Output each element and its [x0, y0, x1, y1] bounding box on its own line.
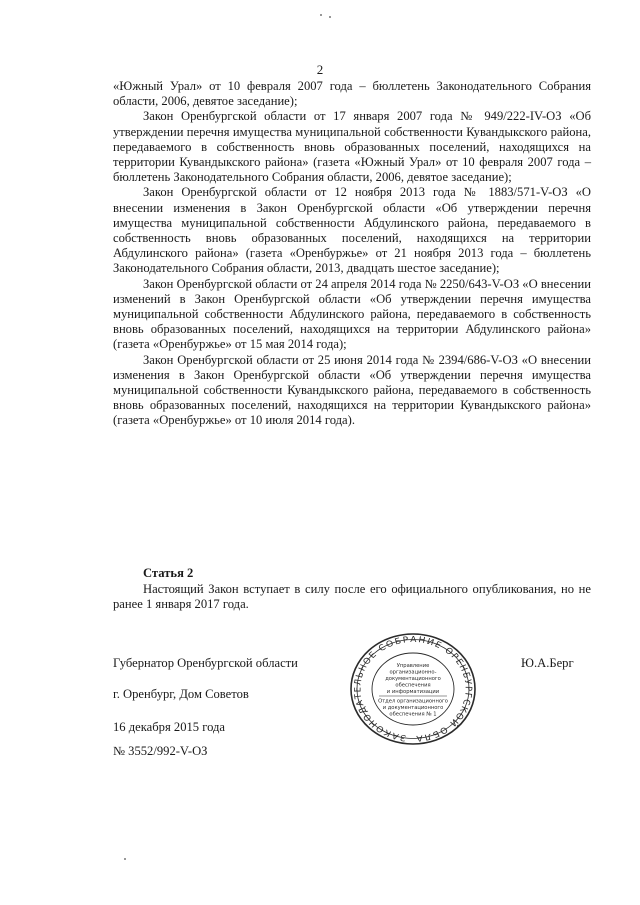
signatory-name: Ю.А.Берг: [521, 656, 574, 670]
article-heading: Статья 2: [143, 566, 194, 580]
seal-inner-line: и документационного: [382, 705, 444, 711]
article-text: Настоящий Закон вступает в силу после его официального опубликования, но не ранее 1 января 2017 года.: [113, 582, 591, 612]
seal-ring-text: ЗАКОНОДАТЕЛЬНОЕ СОБРАНИЕ ОРЕНБУРГСКОЙ ОБЛА: [352, 635, 474, 743]
law-paragraph: Закон Оренбургской области от 17 января 2007 года № 949/222-IV-ОЗ «Об утверждении перечня имущества муниципальной собственности Кувандыкского района, передаваемого в собственность вновь образованных поселений, находящихся на территории Кувандыкского района» (газета «Южный Урал» от 10 февраля 2007 года – бюллетень Законодательного Собрания области, 2006, девятое заседание);: [113, 109, 591, 185]
law-paragraph: Закон Оренбургской области от 24 апреля 2014 года № 2250/643-V-ОЗ «О внесении изменений в Закон Оренбургской области «Об утверждении перечня имущества муниципальной собственности Абдулинского района, передаваемого в собственность вновь образованных поселений, находящихся на территории Абдулинского района» (газета «Оренбуржье» от 15 мая 2014 года);: [113, 276, 591, 352]
law-paragraph: Закон Оренбургской области от 12 ноября 2013 года № 1883/571-V-ОЗ «О внесении изменения в Закон Оренбургской области «Об утверждении перечня имущества муниципальной собственности Абдулинского района, передаваемого в собственность вновь образованных поселений, находящихся на территории Абдулинского района» (газета «Оренбуржье» от 21 ноября 2013 года – бюллетень Законодательного Собрания области, 2013, двадцать шестое заседание);: [113, 185, 591, 276]
seal-inner-line: Отдел организационного: [378, 698, 448, 705]
scan-speck: [329, 16, 331, 18]
page-number: 2: [316, 62, 324, 77]
official-seal-stamp: [345, 630, 481, 748]
law-number: № 3552/992-V-ОЗ: [113, 744, 208, 758]
seal-inner-line: Управление: [396, 663, 430, 669]
seal-inner-line: обеспечения: [395, 682, 431, 689]
seal-inner-line: документационного: [385, 676, 441, 682]
law-paragraph: «Южный Урал» от 10 февраля 2007 года – бюллетень Законодательного Собрания области, 2006, девятое заседание);: [113, 79, 591, 109]
seal-inner-line: и информатизации: [386, 689, 440, 695]
law-list: [113, 79, 591, 429]
seal-inner-line: организационно-: [389, 669, 437, 676]
scan-speck: [124, 858, 126, 860]
law-paragraph: Закон Оренбургской области от 25 июня 2014 года № 2394/686-V-ОЗ «О внесении изменения в Закон Оренбургской области «Об утверждении перечня имущества муниципальной собственности Кувандыкского района, передаваемого в собственность вновь образованных поселений, находящихся на территории Кувандыкского района» (газета «Оренбуржье» от 10 июля 2014 года).: [113, 352, 591, 428]
scan-speck: [320, 14, 322, 16]
seal-inner-line: обеспечения № 1: [389, 711, 437, 718]
signing-place: г. Оренбург, Дом Советов: [113, 687, 249, 701]
signatory-position: Губернатор Оренбургской области: [113, 656, 298, 670]
signing-date: 16 декабря 2015 года: [113, 720, 226, 734]
article-2: [113, 566, 591, 613]
